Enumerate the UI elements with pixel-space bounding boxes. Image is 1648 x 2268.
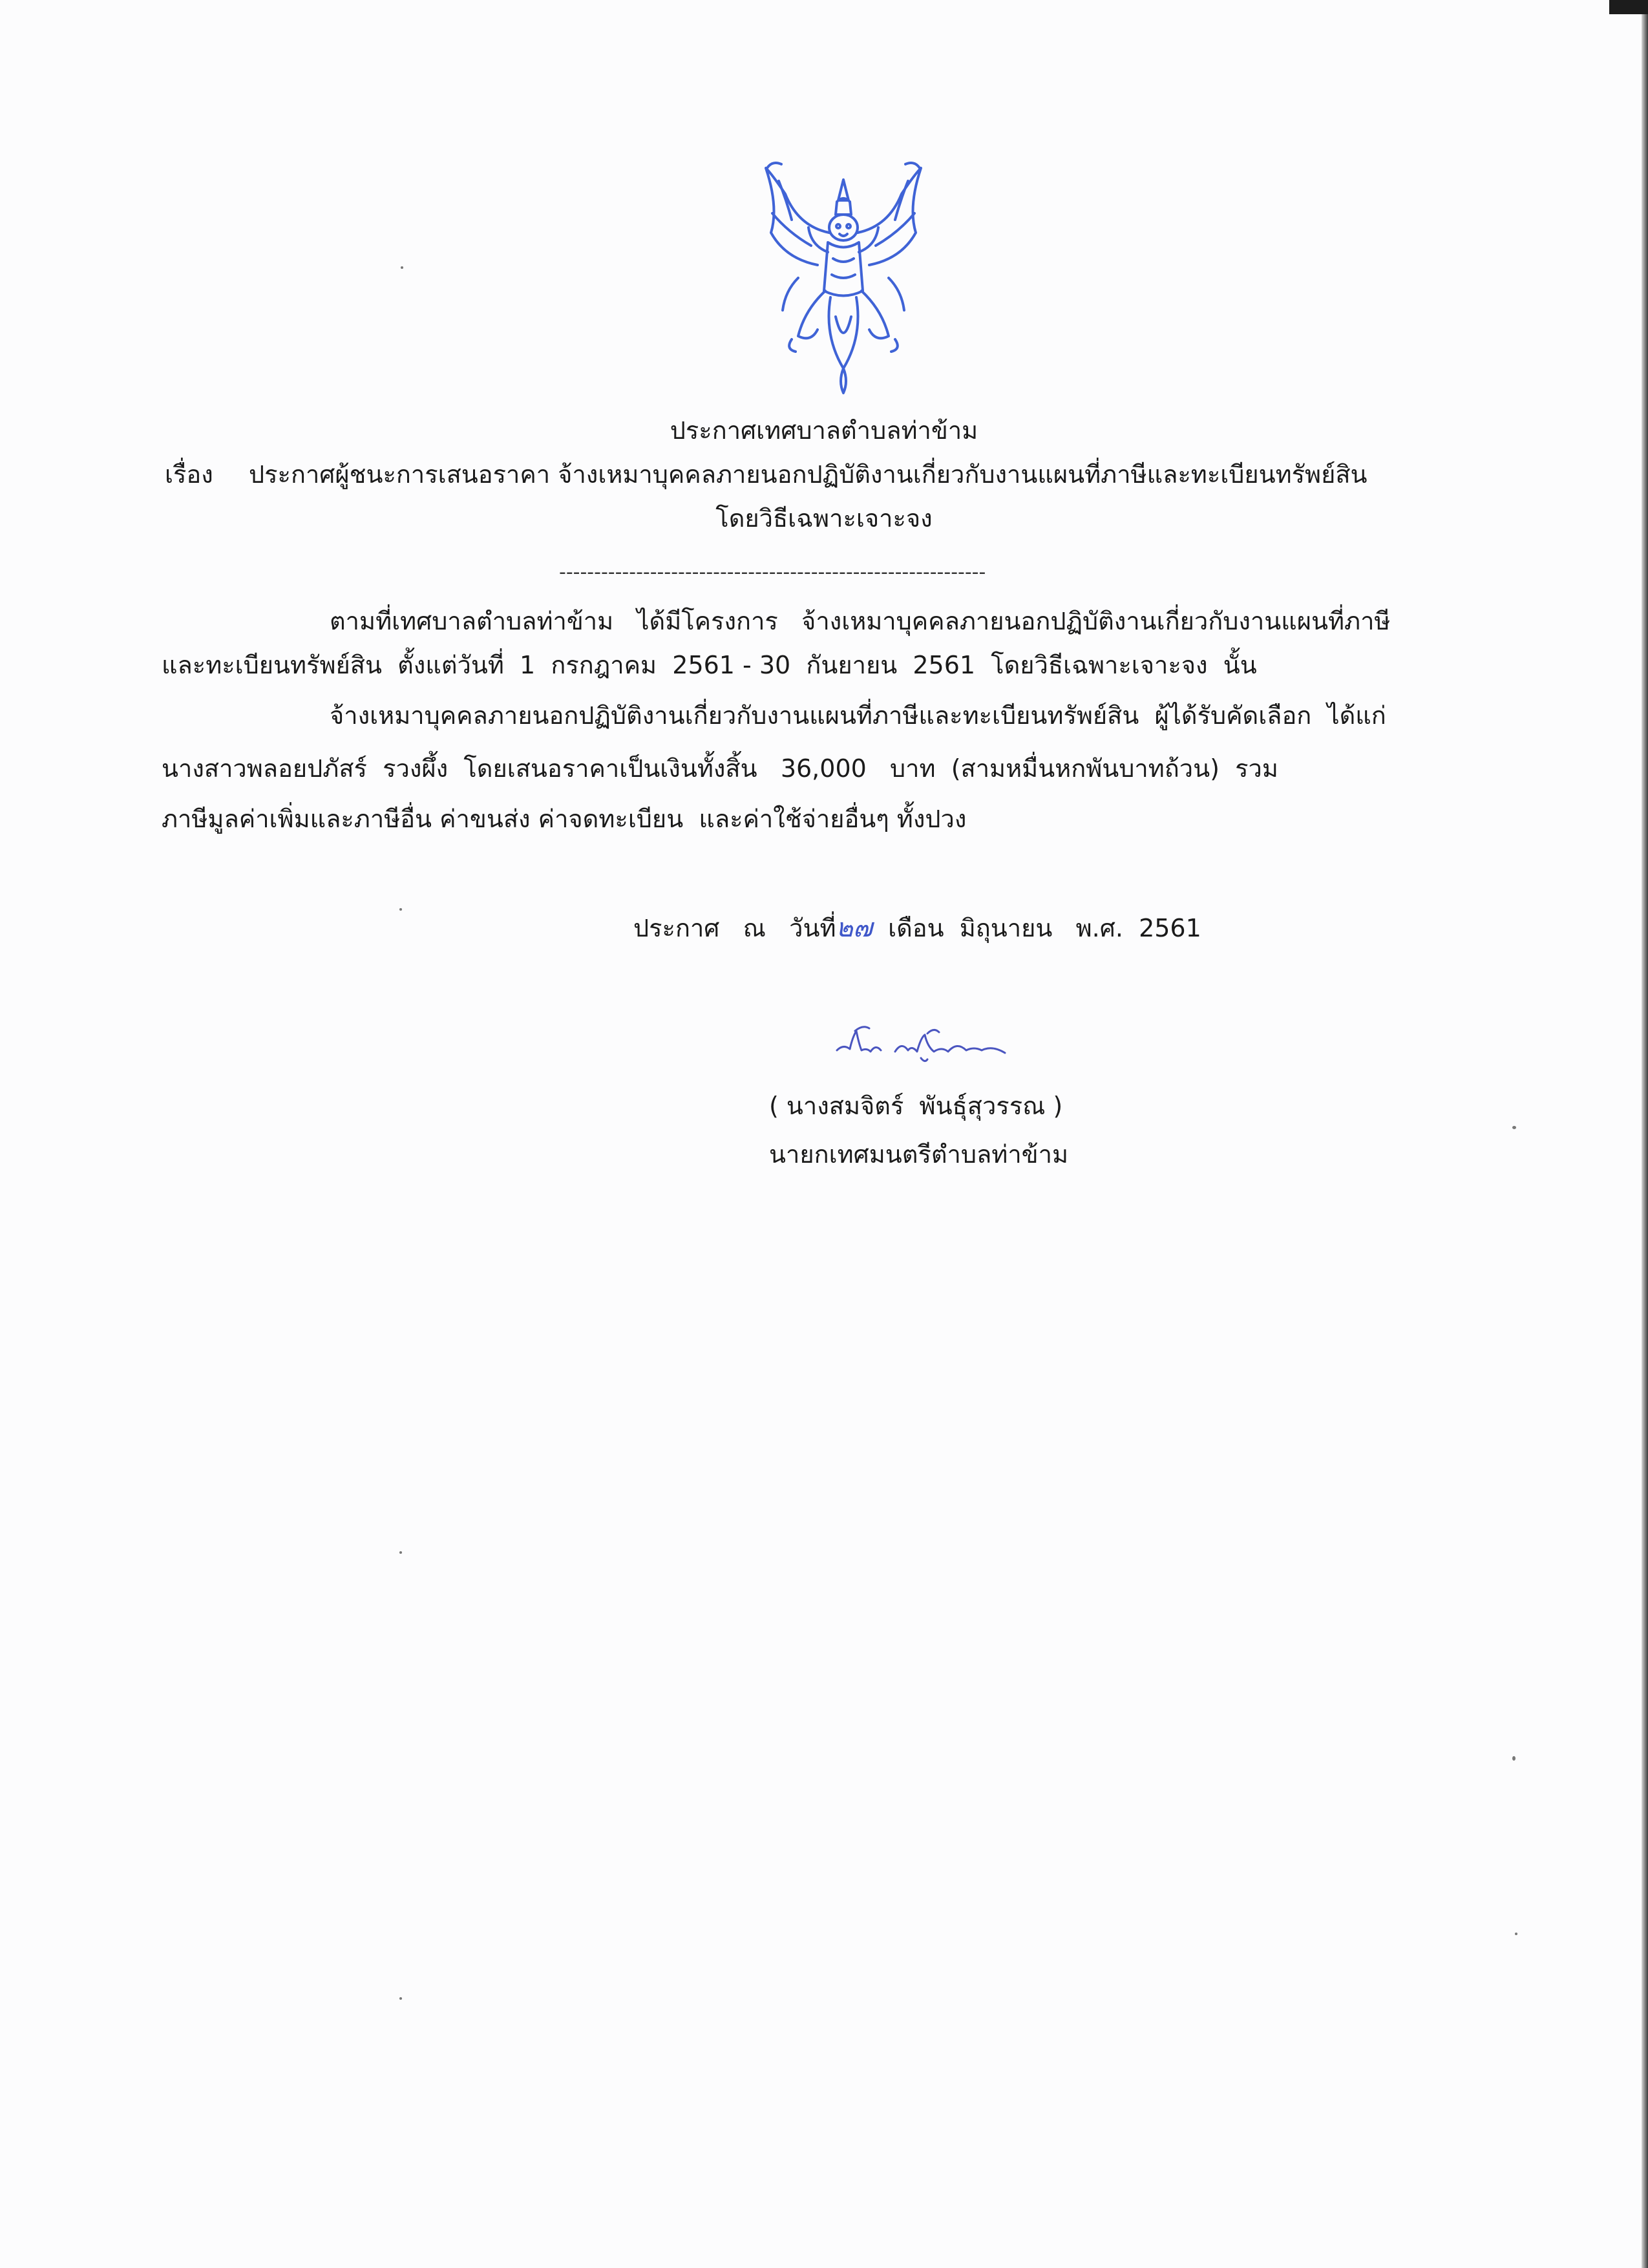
subject-label: เรื่อง <box>165 460 213 489</box>
scan-speck <box>399 1997 402 2000</box>
paragraph-1-line-1: ตามที่เทศบาลตำบลท่าข้าม ได้มีโครงการ จ้างเหมาบุคคลภายนอกปฏิบัติงานเกี่ยวกับงานแผนที่ภาษี <box>330 607 1391 635</box>
scan-edge <box>1642 0 1648 2268</box>
handwritten-signature <box>830 1018 1024 1070</box>
subject-line-2: โดยวิธีเฉพาะเจาะจง <box>715 504 933 533</box>
subject-line-1: ประกาศผู้ชนะการเสนอราคา จ้างเหมาบุคคลภายนอกปฏิบัติงานเกี่ยวกับงานแผนที่ภาษีและทะเบียนทรัพย์สิน <box>249 460 1368 489</box>
scan-speck <box>399 908 402 911</box>
signer-position: นายกเทศมนตรีตำบลท่าข้าม <box>769 1140 1069 1169</box>
announcement-date <box>633 911 1201 945</box>
date-prefix: ประกาศ ณ วันที่ <box>633 914 836 942</box>
scan-speck <box>401 266 403 269</box>
paragraph-2-line-2: นางสาวพลอยปภัสร์ รวงผึ้ง โดยเสนอราคาเป็นเงินทั้งสิ้น 36,000 บาท (สามหมื่นหกพันบาทถ้วน) รวม <box>162 754 1278 783</box>
paragraph-2-line-3: ภาษีมูลค่าเพิ่มและภาษีอื่น ค่าขนส่ง ค่าจดทะเบียน และค่าใช้จ่ายอื่นๆ ทั้งปวง <box>162 805 967 833</box>
handwritten-day: ๒๗ <box>836 913 872 943</box>
paragraph-1-line-2: และทะเบียนทรัพย์สิน ตั้งแต่วันที่ 1 กรกฎาคม 2561 - 30 กันยายน 2561 โดยวิธีเฉพาะเจาะจง นั้น <box>162 651 1257 679</box>
scan-speck <box>399 1551 402 1554</box>
document-title: ประกาศเทศบาลตำบลท่าข้าม <box>670 416 978 445</box>
divider-line: ------------------------------------------------------------- <box>559 561 986 584</box>
garuda-emblem <box>753 155 934 401</box>
signer-name: ( นางสมจิตร์ พันธุ์สุวรรณ ) <box>769 1092 1063 1120</box>
scan-speck <box>1512 1126 1516 1129</box>
scan-speck <box>1515 1933 1517 1935</box>
scan-speck <box>1512 1756 1516 1761</box>
scan-corner-mark <box>1609 0 1648 14</box>
paragraph-2-line-1: จ้างเหมาบุคคลภายนอกปฏิบัติงานเกี่ยวกับงานแผนที่ภาษีและทะเบียนทรัพย์สิน ผู้ได้รับคัดเลือก ได้แก่ <box>330 701 1386 730</box>
date-suffix: เดือน มิถุนายน พ.ศ. 2561 <box>872 914 1201 942</box>
